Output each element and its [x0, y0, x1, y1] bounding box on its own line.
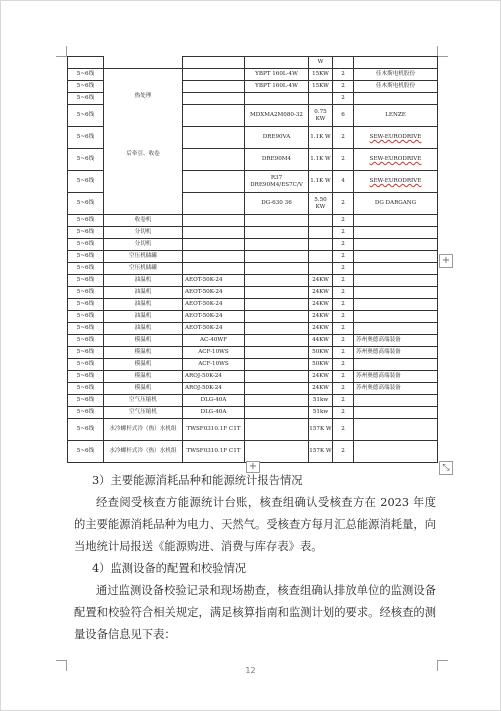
- crop-mark: [437, 46, 448, 57]
- table-row: 5~6线 DRE90M4 1.1K W 2 SEW-EURODRIVE: [68, 149, 438, 171]
- add-row-handle[interactable]: +: [246, 461, 260, 473]
- cell-power: 15KW: [309, 69, 333, 81]
- table-row: 5~6线 DRE90VA 1.1K W 2 SEW-EURODRIVE: [68, 127, 438, 149]
- section-heading: 4）监测设备的配置和校验情况: [92, 562, 247, 575]
- table-row: 5~6线 模温机 ACF-10WS 50KW 2: [68, 359, 438, 371]
- table-row: 5~6线 空气压缩机 DLG-40A 51kw 2: [68, 395, 438, 407]
- table-row: 5~6线 水冷螺杆式冷（热）水机组 TWSF0310.1F C1T 157K W 2: [68, 441, 438, 463]
- table-row: 5~6线 YBPT 160L-4W 15KW 2 佳木斯电机股份: [68, 81, 438, 93]
- cell-model: YBPT 160L-4W: [245, 69, 309, 81]
- table-resize-handle[interactable]: ⤡: [439, 461, 453, 475]
- crop-mark: [56, 46, 67, 57]
- table-row: 5~6线 油温机 AEOT-50K-24 24KW 2: [68, 299, 438, 311]
- table-row: 5~6线 R37 DRE90M4/ES7C/V 1.1K W 4 SEW-EURODRIVE: [68, 171, 438, 193]
- page-number: 12: [245, 666, 256, 675]
- table-row: 5~6线 油温机 AEOT-50K-24 24KW 2: [68, 275, 438, 287]
- cell-name-label: 后牵引、收卷: [126, 151, 160, 157]
- paragraph: 通过监测设备校验记录和现场勘查，核查组确认排放单位的监测设备配置和校验符合相关规定，满足核算指南和监测计划的要求。经核查的测量设备信息见下表：: [74, 584, 436, 641]
- table-row: 5~6线 分切机 2: [68, 227, 438, 239]
- cell-mfr: 佳木斯电机股份: [354, 69, 438, 81]
- add-column-handle[interactable]: +: [439, 254, 453, 268]
- section-heading: 3）主要能源消耗品种和能源统计报告情况: [92, 474, 303, 487]
- table-row: [68, 69, 438, 81]
- table-row: 5~6线 模温机 AROJ-50K-24 24KW 2 苏州奥德高端装备: [68, 383, 438, 395]
- table-row: 5~6线 MDXMA2M080-32 0.75 KW 6 LENZE: [68, 105, 438, 127]
- cell-name-label: 热处理: [134, 93, 152, 99]
- table-row: 5~6线 模温机 AROJ-50K-24 24KW 2 苏州奥德高端装备: [68, 371, 438, 383]
- table-row: 5~6线 空气压缩机 DLG-40A 51kw 2: [68, 407, 438, 419]
- table-row: 5~6线 收卷机 2: [68, 215, 438, 227]
- table-row: 5~6线 2: [68, 93, 438, 105]
- equipment-table[interactable]: [67, 56, 438, 463]
- table-row: 5~6线 油温机 AEOT-50K-24 24KW 2: [68, 323, 438, 335]
- table-row: 5~6线 模温机 AC-40WF 44KW 2 苏州奥德高端装备: [68, 335, 438, 347]
- table-row: 5~6线 空压机储罐 2: [68, 263, 438, 275]
- table-row: 5~6线 空压机储罐 2: [68, 251, 438, 263]
- cell-name: [104, 69, 183, 215]
- paragraph: 经查阅受核查方能源统计台账，核查组确认受核查方在 2023 年度的主要能源消耗品种为电力、天然气。受核查方每月汇总能源消耗量，向当地统计局报送《能源购进、消费与库存表》表。: [74, 496, 436, 553]
- document-body: [74, 470, 436, 646]
- table-row: 5~6线 DG-630 36 5.50 KW 2 DG DARGANG: [68, 193, 438, 215]
- table-row: 5~6线 油温机 AEOT-50K-24 24KW 2: [68, 287, 438, 299]
- table-row: W: [68, 57, 438, 69]
- cell-line: 5~6线: [68, 69, 104, 81]
- table-row: 5~6线 水冷螺杆式冷（热）水机组 TWSF0310.1F C1T 157K W 2: [68, 419, 438, 441]
- cell-qty: 2: [333, 69, 354, 81]
- table-row: 5~6线 分切机 2: [68, 239, 438, 251]
- table-row: 5~6线 油温机 AEOT-50K-24 24KW 2: [68, 311, 438, 323]
- table-row: 5~6线 模温机 ACF-10WS 50KW 2 苏州奥德高端装备: [68, 347, 438, 359]
